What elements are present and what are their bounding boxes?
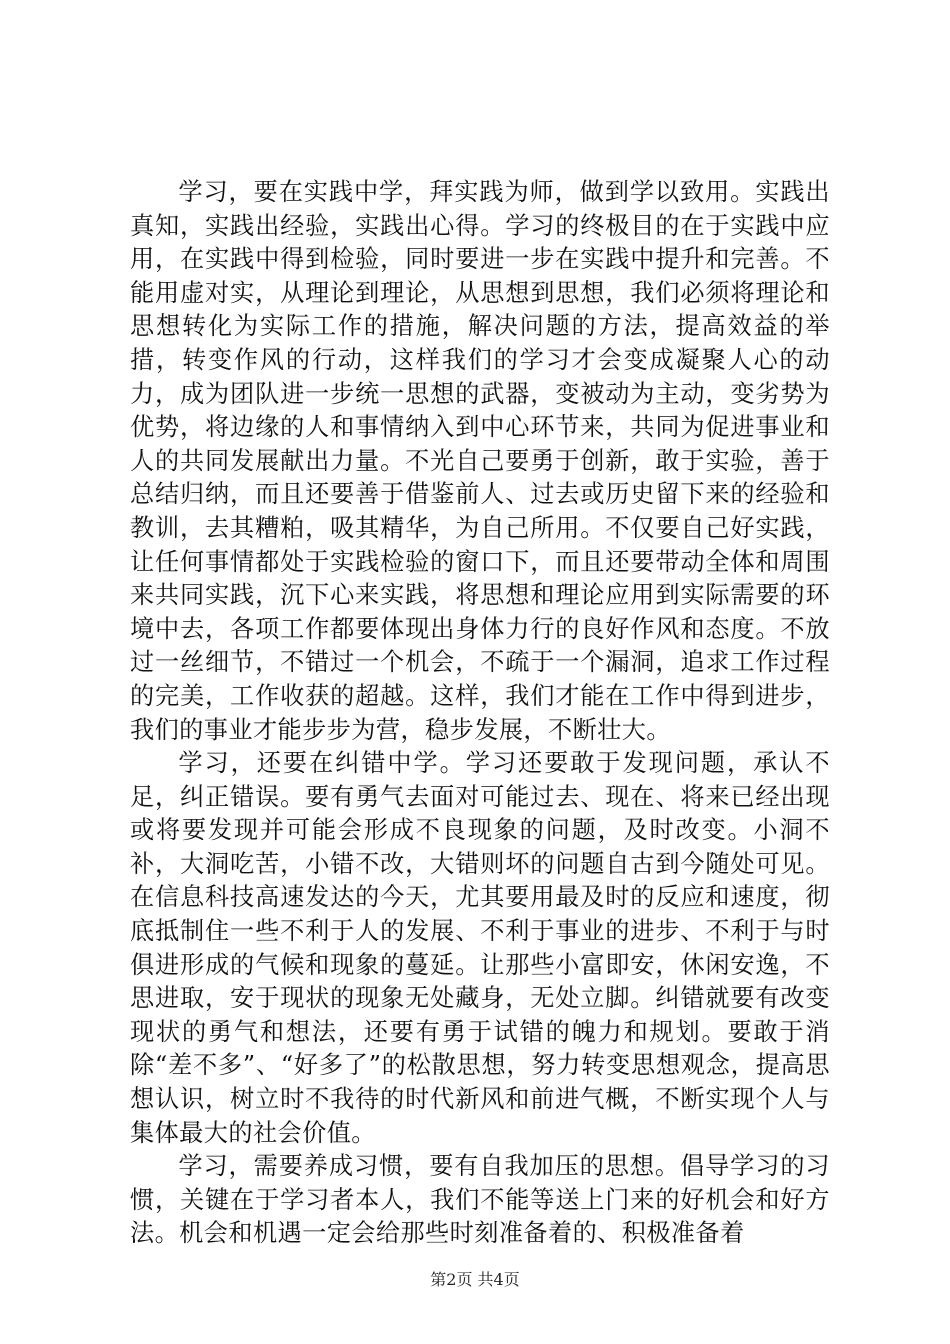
paragraph-practice: 学习，要在实践中学，拜实践为师，做到学以致用。实践出真知，实践出经验，实践出心得。学习的终极目的在于实践中应用，在实践中得到检验，同时要进一步在实践中提升和完善。不能用虚对实，从理论到理论，从思想到思想，我们必须将理论和思想转化为实际工作的措施，解决问题的方法，提高效益的举措，转变作风的行动，这样我们的学习才会变成凝聚人心的动力，成为团队进一步统一思想的武器，变被动为主动，变劣势为优势，将边缘的人和事情纳入到中心环节来，共同为促进事业和人的共同发展献出力量。不光自己要勇于创新，敢于实验，善于总结归纳，而且还要善于借鉴前人、过去或历史留下来的经验和教训，去其糟粕，吸其精华，为自己所用。不仅要自己好实践，让任何事情都处于实践检验的窗口下，而且还要带动全体和周围来共同实践，沉下心来实践，将思想和理论应用到实际需要的环境中去，各项工作都要体现出身体力行的良好作风和态度。不放过一丝细节，不错过一个机会，不疏于一个漏洞，追求工作过程的完美，工作收获的超越。这样，我们才能在工作中得到进步，我们的事业才能步步为营，稳步发展，不断壮大。 xyxy=(130,178,830,744)
paragraph-correction: 学习，还要在纠错中学。学习还要敢于发现问题，承认不足，纠正错误。要有勇气去面对可能过去、现在、将来已经出现或将要发现并可能会形成不良现象的问题，及时改变。小洞不补，大洞吃苦，小错不改，大错则坏的问题自古到今随处可见。在信息科技高速发达的今天，尤其要用最及时的反应和速度，彻底抵制住一些不利于人的发展、不利于事业的进步、不利于与时俱进形成的气候和现象的蔓延。让那些小富即安，休闲安逸，不思进取，安于现状的现象无处藏身，无处立脚。纠错就要有改变现状的勇气和想法，还要有勇于试错的魄力和规划。要敢于消除“差不多”、“好多了”的松散思想，努力转变思想观念，提高思想认识，树立时不我待的时代新风和前进气概，不断实现个人与集体最大的社会价值。 xyxy=(130,749,830,1147)
paragraph-habit: 学习，需要养成习惯，要有自我加压的思想。倡导学习的习惯，关键在于学习者本人，我们不能等送上门来的好机会和好方法。机会和机遇一定会给那些时刻准备着的、积极准备着 xyxy=(130,1152,830,1248)
page-footer xyxy=(0,1270,950,1290)
page-number: 第2页 共4页 xyxy=(430,1270,520,1289)
document-body xyxy=(130,176,830,1251)
